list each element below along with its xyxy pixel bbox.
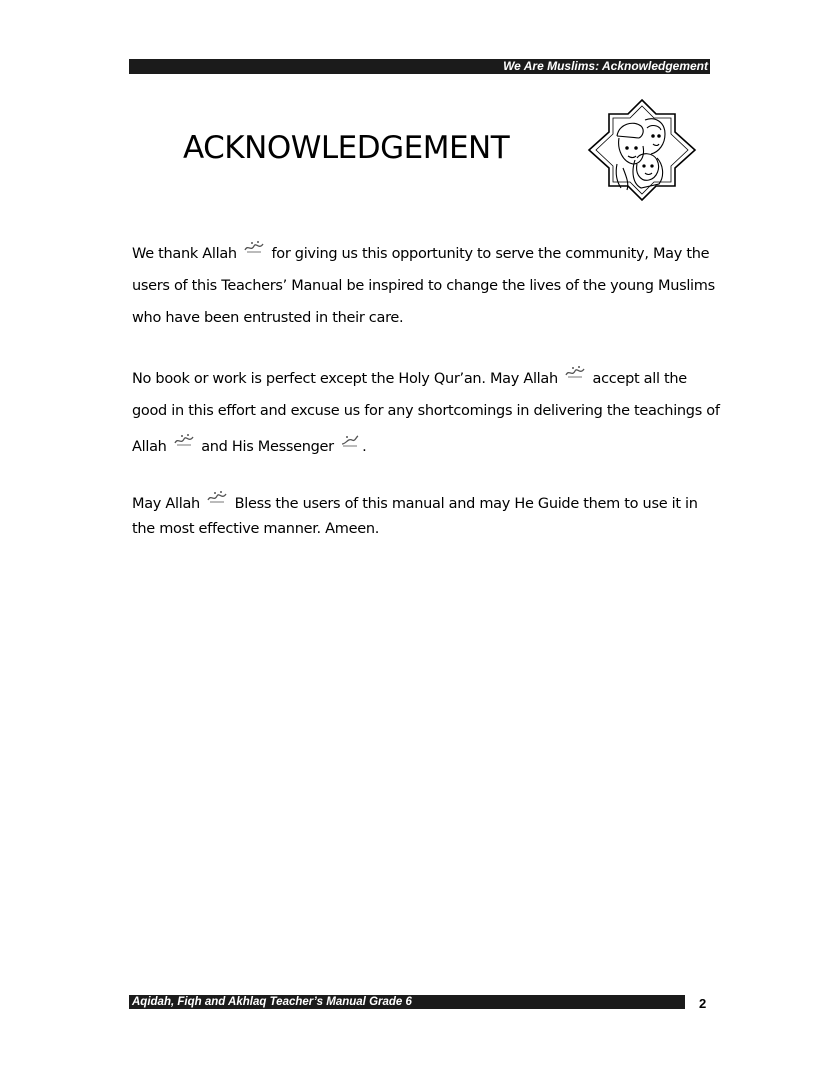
paragraph-2-text-b: accept all the good in this effort and excuse us for any shortcomings in delivering the teachings of Allah [132, 371, 720, 455]
allah-honorific-icon [173, 427, 195, 459]
paragraph-3-text-b: Bless the users of this manual and may He Guide them to use it in the most effective manner. Ameen. [132, 496, 698, 537]
paragraph-1-text-b: for giving us this opportunity to serve the community, May the users of this Teachers’ Manual be inspired to change the lives of the young Muslims who have been entrusted in their care. [132, 246, 715, 326]
paragraph-1-text-a: We thank Allah [132, 246, 237, 262]
running-header-title: We Are Muslims: Acknowledgement [503, 59, 708, 73]
paragraph-3-text-a: May Allah [132, 496, 200, 512]
running-header [129, 59, 710, 74]
page-number: 2 [699, 996, 707, 1011]
allah-honorific-icon [243, 234, 265, 266]
paragraph-2-text-d: . [362, 439, 367, 455]
running-footer [129, 995, 685, 1009]
allah-honorific-icon [206, 488, 228, 513]
paragraph-2-text-a: No book or work is perfect except the Holy Qur’an. May Allah [132, 371, 558, 387]
paragraph-2 [132, 359, 722, 463]
paragraph-1 [132, 234, 722, 334]
allah-honorific-icon [564, 359, 586, 391]
salawat-honorific-icon [340, 427, 360, 459]
footer-book-title: Aqidah, Fiqh and Akhlaq Teacher’s Manual Grade 6 [132, 996, 412, 1008]
page-title: ACKNOWLEDGEMENT [183, 130, 510, 166]
paragraph-2-text-c: and His Messenger [201, 439, 334, 455]
star-emblem-icon [587, 98, 697, 202]
paragraph-3 [132, 488, 722, 542]
